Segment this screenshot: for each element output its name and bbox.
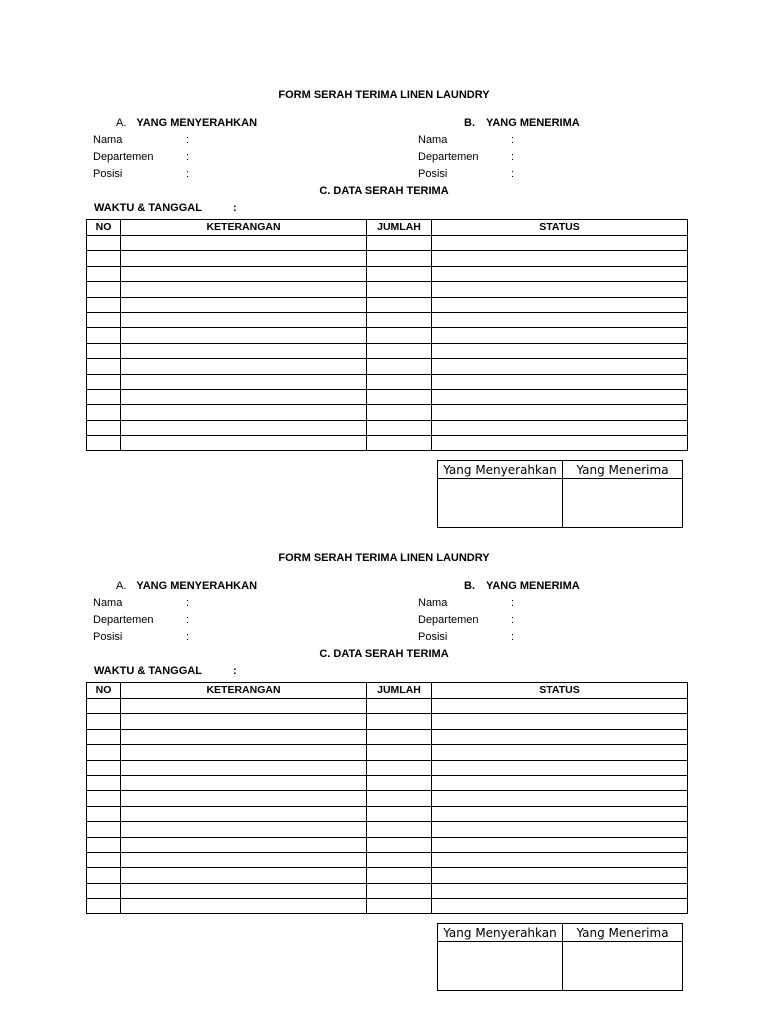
waktu-tanggal-colon: : xyxy=(233,202,237,214)
table-row xyxy=(87,699,688,714)
cell-no[interactable] xyxy=(87,436,121,451)
cell-keterangan[interactable] xyxy=(121,806,367,821)
column-header-status: STATUS xyxy=(432,220,688,236)
data-table xyxy=(86,219,688,451)
cell-no[interactable] xyxy=(87,791,121,806)
signature-header-menerima: Yang Menerima xyxy=(563,461,683,479)
cell-jumlah[interactable] xyxy=(367,297,432,312)
field-posisi-label-a: Posisi xyxy=(93,168,123,180)
cell-no[interactable] xyxy=(87,420,121,435)
form-2 xyxy=(0,552,768,1015)
section-a-letter: A. xyxy=(116,117,127,129)
field-nama-label-a: Nama xyxy=(93,597,123,609)
table-row xyxy=(87,405,688,420)
cell-jumlah[interactable] xyxy=(367,436,432,451)
cell-keterangan[interactable] xyxy=(121,714,367,729)
cell-keterangan[interactable] xyxy=(121,251,367,266)
cell-status[interactable] xyxy=(432,760,688,775)
signature-box-menyerahkan[interactable] xyxy=(438,942,563,991)
cell-jumlah[interactable] xyxy=(367,389,432,404)
signature-table xyxy=(437,923,683,991)
waktu-tanggal-label: WAKTU & TANGGAL xyxy=(94,202,202,214)
field-departemen-label-b: Departemen xyxy=(418,614,479,626)
table-row xyxy=(87,328,688,343)
cell-no[interactable] xyxy=(87,729,121,744)
table-row xyxy=(87,389,688,404)
section-a-heading xyxy=(116,117,257,129)
cell-jumlah[interactable] xyxy=(367,745,432,760)
table-row xyxy=(87,714,688,729)
table-body xyxy=(87,236,688,451)
field-posisi-label-b: Posisi xyxy=(418,168,448,180)
cell-status[interactable] xyxy=(432,251,688,266)
section-b-text: YANG MENERIMA xyxy=(486,580,580,592)
cell-no[interactable] xyxy=(87,822,121,837)
field-nama-colon-b: : xyxy=(511,134,515,146)
signature-header-row xyxy=(438,461,683,479)
cell-no[interactable] xyxy=(87,899,121,914)
cell-keterangan[interactable] xyxy=(121,837,367,852)
cell-status[interactable] xyxy=(432,791,688,806)
column-header-no: NO xyxy=(87,683,121,699)
cell-keterangan[interactable] xyxy=(121,745,367,760)
section-a-letter: A. xyxy=(116,580,127,592)
field-departemen-label-a: Departemen xyxy=(93,614,154,626)
cell-no[interactable] xyxy=(87,312,121,327)
cell-keterangan[interactable] xyxy=(121,297,367,312)
table-row xyxy=(87,852,688,867)
cell-no[interactable] xyxy=(87,266,121,281)
cell-status[interactable] xyxy=(432,328,688,343)
table-row xyxy=(87,883,688,898)
field-posisi-label-a: Posisi xyxy=(93,631,123,643)
table-row xyxy=(87,837,688,852)
cell-status[interactable] xyxy=(432,699,688,714)
section-b-letter: B. xyxy=(464,117,475,129)
field-posisi-colon-b: : xyxy=(511,631,515,643)
cell-jumlah[interactable] xyxy=(367,806,432,821)
cell-status[interactable] xyxy=(432,822,688,837)
signature-table xyxy=(437,460,683,528)
cell-status[interactable] xyxy=(432,883,688,898)
waktu-tanggal-label: WAKTU & TANGGAL xyxy=(94,665,202,677)
cell-keterangan[interactable] xyxy=(121,374,367,389)
table-row xyxy=(87,760,688,775)
field-nama-colon-b: : xyxy=(511,597,515,609)
cell-status[interactable] xyxy=(432,389,688,404)
field-nama-label-b: Nama xyxy=(418,597,448,609)
cell-keterangan[interactable] xyxy=(121,389,367,404)
signature-box-row xyxy=(438,942,683,991)
cell-status[interactable] xyxy=(432,359,688,374)
cell-jumlah[interactable] xyxy=(367,760,432,775)
cell-status[interactable] xyxy=(432,266,688,281)
cell-keterangan[interactable] xyxy=(121,282,367,297)
cell-status[interactable] xyxy=(432,729,688,744)
column-header-jumlah: JUMLAH xyxy=(367,683,432,699)
section-b-heading xyxy=(464,580,580,592)
field-departemen-colon-a: : xyxy=(186,614,190,626)
column-header-keterangan: KETERANGAN xyxy=(121,220,367,236)
cell-status[interactable] xyxy=(432,297,688,312)
table-row xyxy=(87,359,688,374)
field-posisi-colon-a: : xyxy=(186,631,190,643)
cell-jumlah[interactable] xyxy=(367,266,432,281)
cell-keterangan[interactable] xyxy=(121,405,367,420)
field-departemen-label-a: Departemen xyxy=(93,151,154,163)
cell-status[interactable] xyxy=(432,436,688,451)
waktu-tanggal-colon: : xyxy=(233,665,237,677)
cell-keterangan[interactable] xyxy=(121,899,367,914)
field-departemen-colon-b: : xyxy=(511,614,515,626)
cell-keterangan[interactable] xyxy=(121,791,367,806)
cell-no[interactable] xyxy=(87,297,121,312)
cell-status[interactable] xyxy=(432,899,688,914)
cell-status[interactable] xyxy=(432,343,688,358)
cell-jumlah[interactable] xyxy=(367,282,432,297)
signature-header-menyerahkan: Yang Menyerahkan xyxy=(438,461,563,479)
section-a-text: YANG MENYERAHKAN xyxy=(136,580,258,592)
field-nama-colon-a: : xyxy=(186,134,190,146)
cell-status[interactable] xyxy=(432,236,688,251)
section-a-text: YANG MENYERAHKAN xyxy=(136,117,258,129)
cell-no[interactable] xyxy=(87,251,121,266)
signature-header-menerima: Yang Menerima xyxy=(563,924,683,942)
cell-no[interactable] xyxy=(87,806,121,821)
signature-header-row xyxy=(438,924,683,942)
section-b-heading xyxy=(464,117,580,129)
table-row xyxy=(87,236,688,251)
cell-jumlah[interactable] xyxy=(367,251,432,266)
cell-no[interactable] xyxy=(87,868,121,883)
cell-jumlah[interactable] xyxy=(367,837,432,852)
table-row xyxy=(87,374,688,389)
cell-jumlah[interactable] xyxy=(367,899,432,914)
field-departemen-colon-b: : xyxy=(511,151,515,163)
cell-jumlah[interactable] xyxy=(367,236,432,251)
cell-jumlah[interactable] xyxy=(367,791,432,806)
cell-keterangan[interactable] xyxy=(121,266,367,281)
cell-jumlah[interactable] xyxy=(367,405,432,420)
cell-no[interactable] xyxy=(87,328,121,343)
cell-no[interactable] xyxy=(87,359,121,374)
table-row xyxy=(87,775,688,790)
cell-status[interactable] xyxy=(432,775,688,790)
table-row xyxy=(87,251,688,266)
cell-no[interactable] xyxy=(87,745,121,760)
cell-status[interactable] xyxy=(432,405,688,420)
section-c-heading: C. DATA SERAH TERIMA xyxy=(319,185,449,197)
cell-jumlah[interactable] xyxy=(367,328,432,343)
signature-box-menerima[interactable] xyxy=(563,479,683,528)
cell-jumlah[interactable] xyxy=(367,312,432,327)
cell-status[interactable] xyxy=(432,837,688,852)
signature-box-row xyxy=(438,479,683,528)
column-header-status: STATUS xyxy=(432,683,688,699)
cell-keterangan[interactable] xyxy=(121,699,367,714)
form-title: FORM SERAH TERIMA LINEN LAUNDRY xyxy=(278,552,490,564)
table-row xyxy=(87,822,688,837)
cell-jumlah[interactable] xyxy=(367,775,432,790)
cell-status[interactable] xyxy=(432,806,688,821)
table-row xyxy=(87,806,688,821)
cell-no[interactable] xyxy=(87,343,121,358)
cell-no[interactable] xyxy=(87,389,121,404)
field-posisi-colon-b: : xyxy=(511,168,515,180)
signature-header-menyerahkan: Yang Menyerahkan xyxy=(438,924,563,942)
cell-status[interactable] xyxy=(432,745,688,760)
cell-jumlah[interactable] xyxy=(367,868,432,883)
cell-jumlah[interactable] xyxy=(367,699,432,714)
field-departemen-label-b: Departemen xyxy=(418,151,479,163)
table-row xyxy=(87,282,688,297)
cell-no[interactable] xyxy=(87,837,121,852)
field-nama-label-b: Nama xyxy=(418,134,448,146)
cell-status[interactable] xyxy=(432,374,688,389)
cell-no[interactable] xyxy=(87,282,121,297)
table-row xyxy=(87,343,688,358)
column-header-jumlah: JUMLAH xyxy=(367,220,432,236)
form-title: FORM SERAH TERIMA LINEN LAUNDRY xyxy=(278,89,490,101)
table-header-row xyxy=(87,683,688,699)
column-header-keterangan: KETERANGAN xyxy=(121,683,367,699)
cell-status[interactable] xyxy=(432,852,688,867)
cell-keterangan[interactable] xyxy=(121,343,367,358)
section-c-heading: C. DATA SERAH TERIMA xyxy=(319,648,449,660)
table-row xyxy=(87,899,688,914)
cell-jumlah[interactable] xyxy=(367,852,432,867)
cell-jumlah[interactable] xyxy=(367,883,432,898)
field-nama-colon-a: : xyxy=(186,597,190,609)
table-row xyxy=(87,312,688,327)
field-posisi-colon-a: : xyxy=(186,168,190,180)
cell-status[interactable] xyxy=(432,714,688,729)
cell-keterangan[interactable] xyxy=(121,236,367,251)
cell-jumlah[interactable] xyxy=(367,343,432,358)
table-row xyxy=(87,436,688,451)
cell-no[interactable] xyxy=(87,374,121,389)
cell-no[interactable] xyxy=(87,699,121,714)
cell-no[interactable] xyxy=(87,714,121,729)
section-a-heading xyxy=(116,580,257,592)
cell-status[interactable] xyxy=(432,868,688,883)
cell-jumlah[interactable] xyxy=(367,420,432,435)
cell-keterangan[interactable] xyxy=(121,328,367,343)
cell-status[interactable] xyxy=(432,312,688,327)
cell-keterangan[interactable] xyxy=(121,883,367,898)
section-b-letter: B. xyxy=(464,580,475,592)
field-nama-label-a: Nama xyxy=(93,134,123,146)
cell-jumlah[interactable] xyxy=(367,729,432,744)
section-b-text: YANG MENERIMA xyxy=(486,117,580,129)
table-row xyxy=(87,729,688,744)
field-posisi-label-b: Posisi xyxy=(418,631,448,643)
signature-box-menyerahkan[interactable] xyxy=(438,479,563,528)
cell-keterangan[interactable] xyxy=(121,312,367,327)
cell-keterangan[interactable] xyxy=(121,420,367,435)
table-row xyxy=(87,791,688,806)
cell-jumlah[interactable] xyxy=(367,374,432,389)
table-row xyxy=(87,297,688,312)
data-table xyxy=(86,682,688,914)
cell-no[interactable] xyxy=(87,760,121,775)
cell-keterangan[interactable] xyxy=(121,436,367,451)
table-row xyxy=(87,420,688,435)
cell-no[interactable] xyxy=(87,852,121,867)
cell-keterangan[interactable] xyxy=(121,775,367,790)
cell-keterangan[interactable] xyxy=(121,822,367,837)
column-header-no: NO xyxy=(87,220,121,236)
cell-status[interactable] xyxy=(432,282,688,297)
cell-keterangan[interactable] xyxy=(121,868,367,883)
cell-jumlah[interactable] xyxy=(367,714,432,729)
cell-keterangan[interactable] xyxy=(121,359,367,374)
table-header-row xyxy=(87,220,688,236)
cell-no[interactable] xyxy=(87,236,121,251)
table-row xyxy=(87,868,688,883)
cell-no[interactable] xyxy=(87,405,121,420)
field-departemen-colon-a: : xyxy=(186,151,190,163)
cell-no[interactable] xyxy=(87,775,121,790)
cell-jumlah[interactable] xyxy=(367,359,432,374)
form-1 xyxy=(0,89,768,552)
cell-keterangan[interactable] xyxy=(121,760,367,775)
signature-box-menerima[interactable] xyxy=(563,942,683,991)
cell-jumlah[interactable] xyxy=(367,822,432,837)
table-body xyxy=(87,699,688,914)
cell-keterangan[interactable] xyxy=(121,852,367,867)
table-row xyxy=(87,266,688,281)
cell-no[interactable] xyxy=(87,883,121,898)
cell-keterangan[interactable] xyxy=(121,729,367,744)
cell-status[interactable] xyxy=(432,420,688,435)
table-row xyxy=(87,745,688,760)
